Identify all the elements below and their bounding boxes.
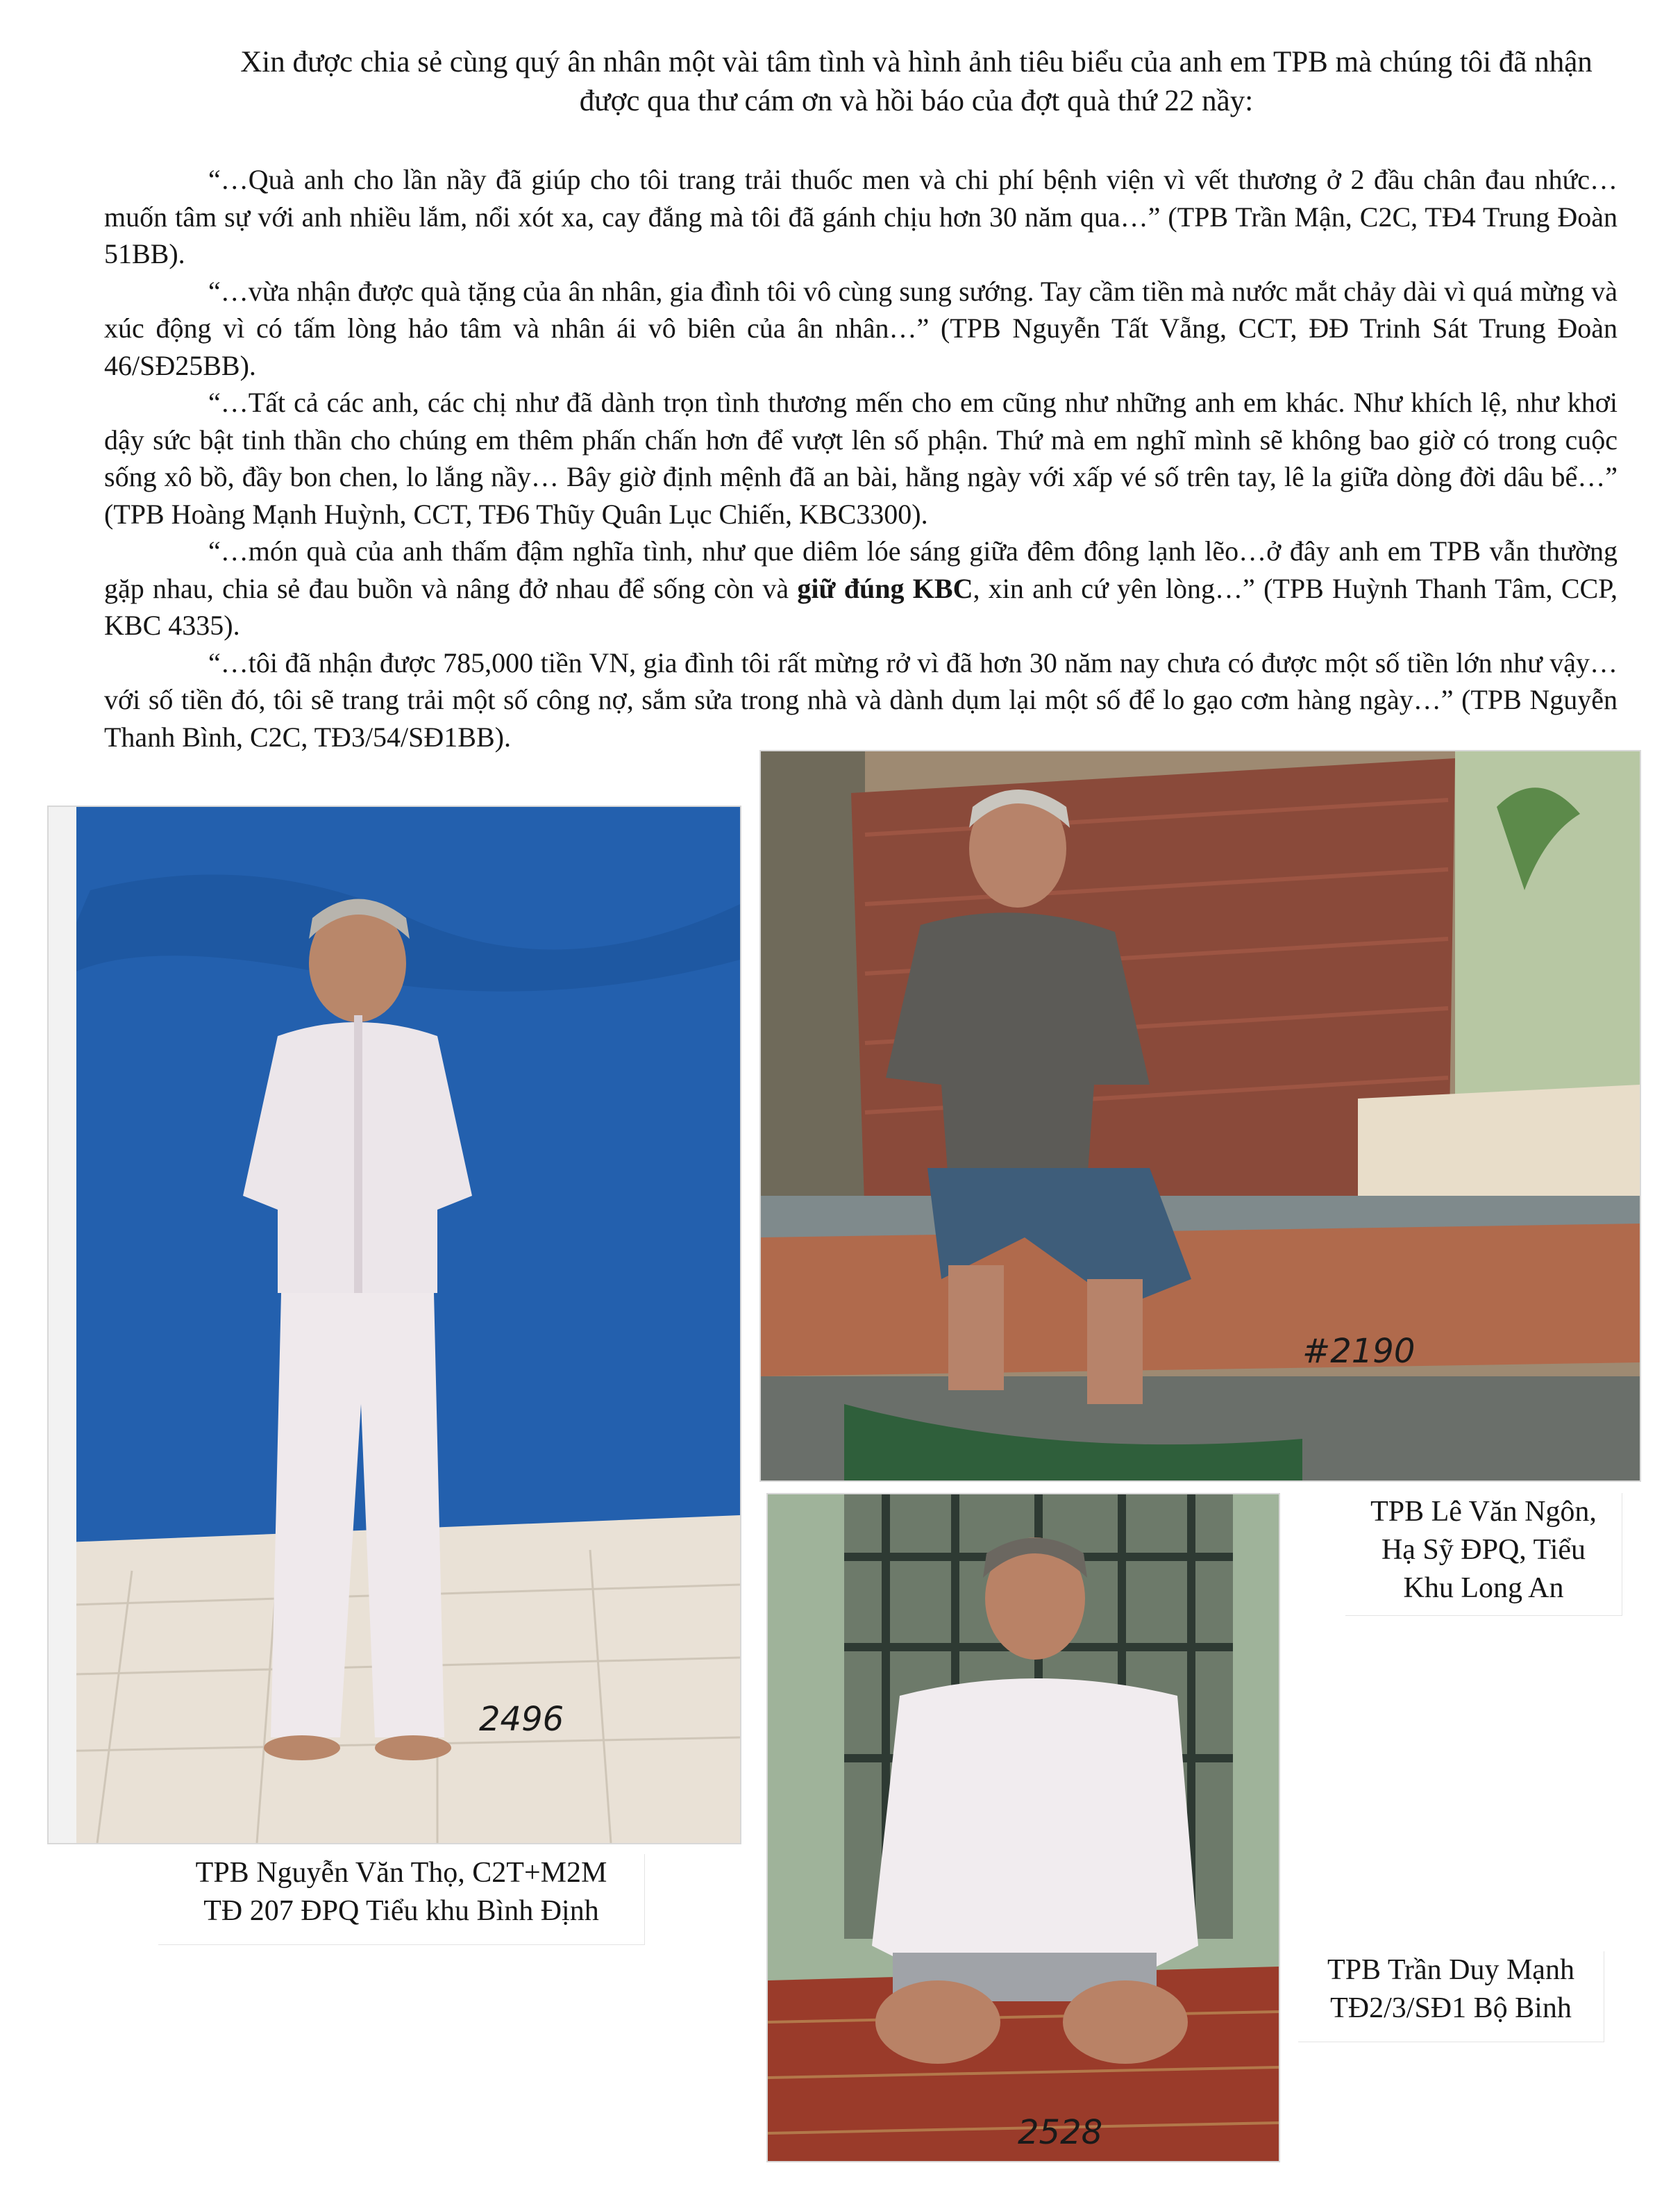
letter-excerpt: “…Quà anh cho lần nầy đã giúp cho tôi trang trải thuốc men và chi phí bệnh viện vì vết thương ở 2 đầu chân đau nhức… muốn tâm sự với anh nhiều lắm, nổi xót xa, cay đắng mà tôi đã gánh chịu hơn 30 năm qua…” (TPB Trần Mận, C2C, TĐ4 Trung Đoàn 51BB).	[104, 164, 1618, 269]
caption-line: Khu Long An	[1403, 1572, 1564, 1604]
photo-veteran-2496	[49, 807, 740, 1843]
caption-line: TPB Lê Văn Ngôn,	[1370, 1496, 1597, 1528]
letter-text: , xin anh cứ yên lòng…” (TPB Huỳnh Thanh Tâm, CCP, KBC 4335).	[104, 572, 1618, 641]
letter-text: “…món quà của anh thấm đậm nghĩa tình, như que diêm lóe sáng giữa đêm đông lạnh lẽo…ở đây anh em TPB vẫn thường gặp nhau, chia sẻ đau buồn và nâng đở nhau để sống còn và	[104, 535, 1618, 604]
photo-number-2528: 2528	[1018, 2113, 1103, 2152]
caption-tran-duy-manh	[1298, 1951, 1604, 2042]
caption-line: TĐ 207 ĐPQ Tiểu khu Bình Định	[203, 1895, 599, 1927]
caption-line: TPB Trần Duy Mạnh	[1327, 1954, 1574, 1986]
letter-excerpt	[104, 533, 1618, 644]
photo-2190-image	[761, 751, 1640, 1480]
caption-line: Hạ Sỹ ĐPQ, Tiểu	[1381, 1534, 1586, 1566]
photo-veteran-2528	[768, 1494, 1279, 2161]
photo-number-2190: #2190	[1302, 1332, 1416, 1371]
letter-excerpt: “…tôi đã nhận được 785,000 tiền VN, gia đình tôi rất mừng rở vì đã hơn 30 năm nay chưa có được một số tiền lớn như vậy…với số tiền đó, tôi sẽ trang trải một số công nợ, sắm sửa trong nhà và dành dụm lại một số để lo gạo cơm hàng ngày…” (TPB Nguyễn Thanh Bình, C2C, TĐ3/54/SĐ1BB).	[104, 646, 1618, 753]
letter-excerpt: “…Tất cả các anh, các chị như đã dành trọn tình thương mến cho em cũng như những anh em khác. Như khích lệ, như khơi dậy sức bật tinh thần cho chúng em thêm phấn chấn hơn để vượt lên số phận. Thứ mà em nghĩ mình sẽ không bao giờ có trong cuộc sống xô bồ, đầy bon chen, lo lắng nầy… Bây giờ định mệnh đã an bài, hằng ngày với xấp vé số trên tay, lê la giữa dòng đời dâu bể…” (TPB Hoàng Mạnh Huỳnh, CCT, TĐ6 Thũy Quân Lục Chiến, KBC3300).	[104, 387, 1618, 530]
photo-2496-image	[49, 807, 740, 1843]
caption-le-van-ngon	[1345, 1493, 1622, 1616]
photo-number-2496: 2496	[479, 1700, 564, 1739]
caption-line: TĐ2/3/SĐ1 Bộ Binh	[1330, 1992, 1572, 2024]
letter-excerpt: “…vừa nhận được quà tặng của ân nhân, gia đình tôi vô cùng sung sướng. Tay cầm tiền mà nước mắt chảy dài vì quá mừng và xúc động vì có tấm lòng hảo tâm và nhân ái vô biên của ân nhân…” (TPB Nguyễn Tất Vẵng, CCT, ĐĐ Trinh Sát Trung Đoàn 46/SĐ25BB).	[104, 275, 1618, 381]
caption-nguyen-van-tho	[158, 1854, 645, 1945]
photo-veteran-2190	[761, 751, 1640, 1480]
bold-phrase: giữ đúng KBC	[797, 572, 973, 604]
caption-line: TPB Nguyễn Văn Thọ, C2T+M2M	[195, 1857, 607, 1889]
photo-2528-image	[768, 1494, 1279, 2161]
intro-text: Xin được chia sẻ cùng quý ân nhân một vài tâm tình và hình ảnh tiêu biểu của anh em TPB mà chúng tôi đã nhận được qua thư cám ơn và hồi báo của đợt quà thứ 22 nầy:	[240, 46, 1593, 117]
letter-excerpts	[104, 161, 1618, 756]
